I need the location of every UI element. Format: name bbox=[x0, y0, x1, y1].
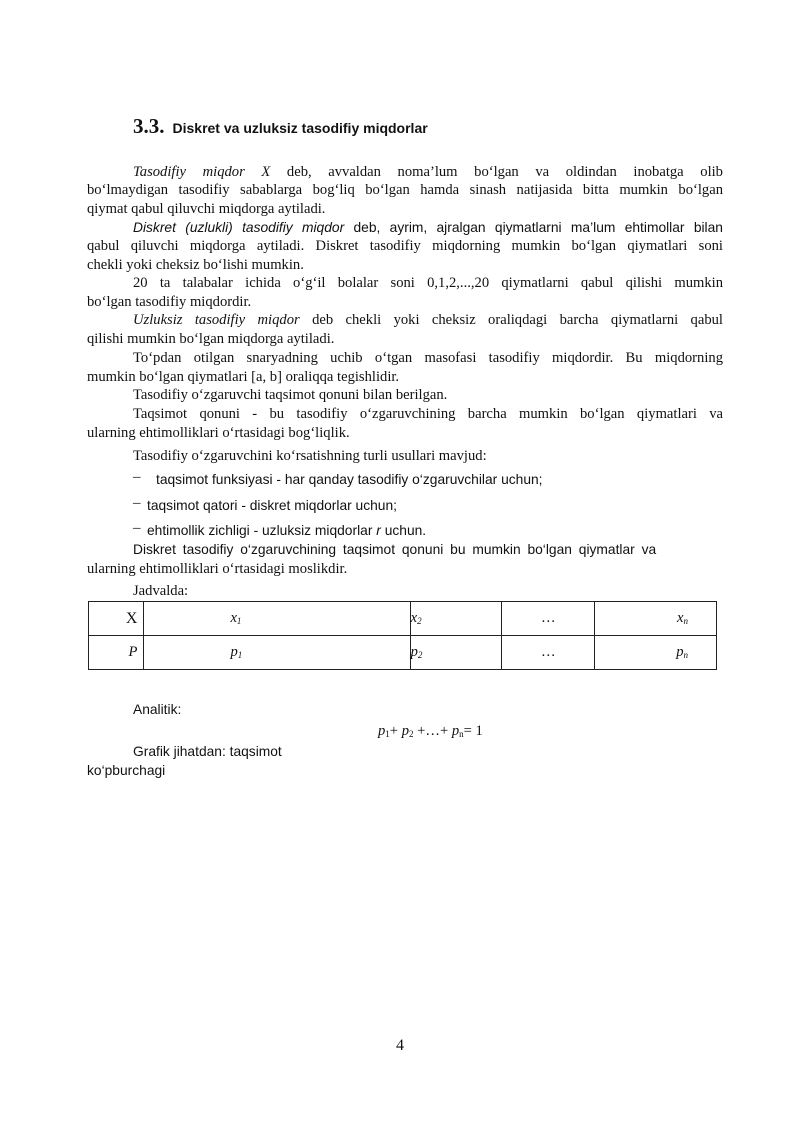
paragraph-6: Tasodifiy o‘zgaruvchi taqsimot qonuni bilan berilgan. bbox=[133, 387, 448, 403]
bullet-text: uchun. bbox=[384, 523, 427, 538]
cell-p-dots: … bbox=[502, 636, 595, 670]
section-number: 3.3. bbox=[133, 114, 165, 138]
var-p: p bbox=[451, 723, 460, 739]
sub-n: n bbox=[683, 650, 688, 660]
var-x: x bbox=[410, 610, 418, 626]
label-p: P bbox=[128, 644, 138, 660]
dash-bullet-1: – bbox=[133, 469, 141, 485]
graphic-label-line-1: Grafik jihatdan: taqsimot bbox=[133, 744, 282, 759]
dash-bullet-3: – bbox=[133, 520, 141, 536]
var-p: p bbox=[401, 723, 409, 739]
term-discrete-variable: Diskret (uzlukli) tasodifiy miqdor bbox=[133, 220, 345, 235]
plus-sign: + bbox=[417, 723, 426, 739]
paragraph-2-line-2: qabul qiluvchi miqdorga aytiladi. Diskret tasodifiy miqdorning mumkin bo‘lgan qiymatlari soni bbox=[87, 238, 723, 254]
equals-one: = 1 bbox=[463, 723, 483, 739]
cell-xn bbox=[595, 602, 717, 636]
paragraph-2-line-3: chekli yoki cheksiz bo‘lishi mumkin. bbox=[87, 257, 304, 273]
paragraph-1-line-3: qiymat qabul qiluvchi miqdorga aytiladi. bbox=[87, 201, 326, 217]
row-label-p bbox=[89, 636, 144, 670]
plus-sign: + bbox=[389, 723, 399, 739]
page-number: 4 bbox=[396, 1037, 404, 1054]
table-row-values bbox=[89, 602, 717, 636]
cell-p1 bbox=[144, 636, 410, 670]
sub-2: 2 bbox=[408, 729, 414, 739]
paragraph-8: Tasodifiy o‘zgaruvchini ko‘rsatishning turli usullari mavjud: bbox=[133, 448, 487, 464]
cell-p2 bbox=[410, 636, 502, 670]
paragraph-7-line-1: Taqsimot qonuni - bu tasodifiy o‘zgaruvchining barcha mumkin bo‘lgan qiymatlari va bbox=[133, 406, 723, 422]
sub-2: 2 bbox=[417, 616, 422, 626]
ellipsis: … bbox=[425, 723, 440, 739]
label-x: X bbox=[125, 609, 138, 627]
sub-1: 1 bbox=[237, 650, 243, 660]
cell-x1 bbox=[144, 602, 410, 636]
term-random-variable: Tasodifiy miqdor X bbox=[133, 164, 271, 180]
paragraph-4-line-2: qilishi mumkin bo‘lgan miqdorga aytiladi. bbox=[87, 331, 335, 347]
paragraph-5-line-1: To‘pdan otilgan snaryadning uchib o‘tgan masofasi tasodifiy miqdordir. Bu miqdorning bbox=[133, 350, 723, 366]
section-heading bbox=[133, 114, 428, 139]
paragraph-text: deb, ayrim, ajralgan qiymatlarni ma’lum ehtimollar bilan bbox=[353, 220, 723, 235]
term-continuous-variable: Uzluksiz tasodifiy miqdor bbox=[133, 312, 300, 328]
bullet-item-3 bbox=[147, 522, 426, 540]
var-p: p bbox=[676, 644, 684, 660]
paragraph-text: deb, avvaldan noma’lum bo‘lgan va oldindan inobatga olib bbox=[286, 164, 723, 180]
sub-1: 1 bbox=[236, 616, 242, 626]
var-p: p bbox=[230, 644, 238, 660]
variable-r: r bbox=[376, 523, 381, 538]
paragraph-3-line-1: 20 ta talabalar ichida o‘g‘il bolalar soni 0,1,2,...,20 qiymatlarni qabul qilishi mumkin bbox=[133, 275, 723, 291]
cell-x-dots: … bbox=[502, 602, 595, 636]
cell-x2 bbox=[410, 602, 502, 636]
section-title: Diskret va uzluksiz tasodifiy miqdorlar bbox=[172, 120, 428, 136]
paragraph-9-line-1: Diskret tasodifiy o‘zgaruvchining taqsimot qonuni bu mumkin bo‘lgan qiymatlar va bbox=[133, 542, 657, 557]
normalization-formula bbox=[378, 723, 483, 740]
paragraph-3-line-2: bo‘lgan tasodifiy miqdordir. bbox=[87, 294, 252, 310]
sub-n: n bbox=[683, 616, 688, 626]
var-x: x bbox=[230, 610, 237, 626]
bullet-item-2: taqsimot qatori - diskret miqdorlar uchun; bbox=[147, 498, 397, 513]
cell-pn bbox=[595, 636, 717, 670]
sub-1: 1 bbox=[385, 729, 390, 739]
table-row-probabilities bbox=[89, 636, 717, 670]
paragraph-2-line-1 bbox=[133, 219, 723, 237]
paragraph-7-line-2: ularning ehtimolliklari o‘rtasidagi bog‘liqlik. bbox=[87, 425, 350, 441]
sub-2: 2 bbox=[417, 650, 423, 660]
table-intro: Jadvalda: bbox=[133, 583, 189, 599]
var-x: x bbox=[677, 610, 684, 626]
plus-sign: + bbox=[439, 723, 449, 739]
analytic-label: Analitik: bbox=[133, 702, 182, 717]
paragraph-1-line-2: bo‘lmaydigan tasodifiy sabablarga bog‘liq bo‘lgan hamda sinash natijasida bitta mumkin bo‘lgan bbox=[87, 182, 723, 198]
paragraph-text: deb chekli yoki cheksiz oraliqdagi barcha qiymatlarni qabul bbox=[312, 312, 723, 328]
paragraph-4-line-1 bbox=[133, 311, 723, 329]
dash-bullet-2: – bbox=[133, 495, 141, 511]
bullet-text: ehtimollik zichligi - uzluksiz miqdorlar bbox=[147, 523, 373, 538]
sub-n: n bbox=[459, 729, 464, 739]
paragraph-5-line-2: mumkin bo‘lgan qiymatlari [a, b] oraliqqa tegishlidir. bbox=[87, 369, 400, 385]
var-p: p bbox=[378, 723, 386, 739]
graphic-label-line-2: ko‘pburchagi bbox=[87, 763, 166, 778]
paragraph-1-line-1 bbox=[133, 163, 723, 181]
var-p: p bbox=[410, 644, 418, 660]
distribution-table bbox=[88, 601, 717, 670]
row-label-x bbox=[89, 602, 144, 636]
bullet-item-1: taqsimot funksiyasi - har qanday tasodifiy o‘zgaruvchilar uchun; bbox=[156, 472, 543, 487]
paragraph-9-line-2: ularning ehtimolliklari o‘rtasidagi moslikdir. bbox=[87, 561, 348, 577]
